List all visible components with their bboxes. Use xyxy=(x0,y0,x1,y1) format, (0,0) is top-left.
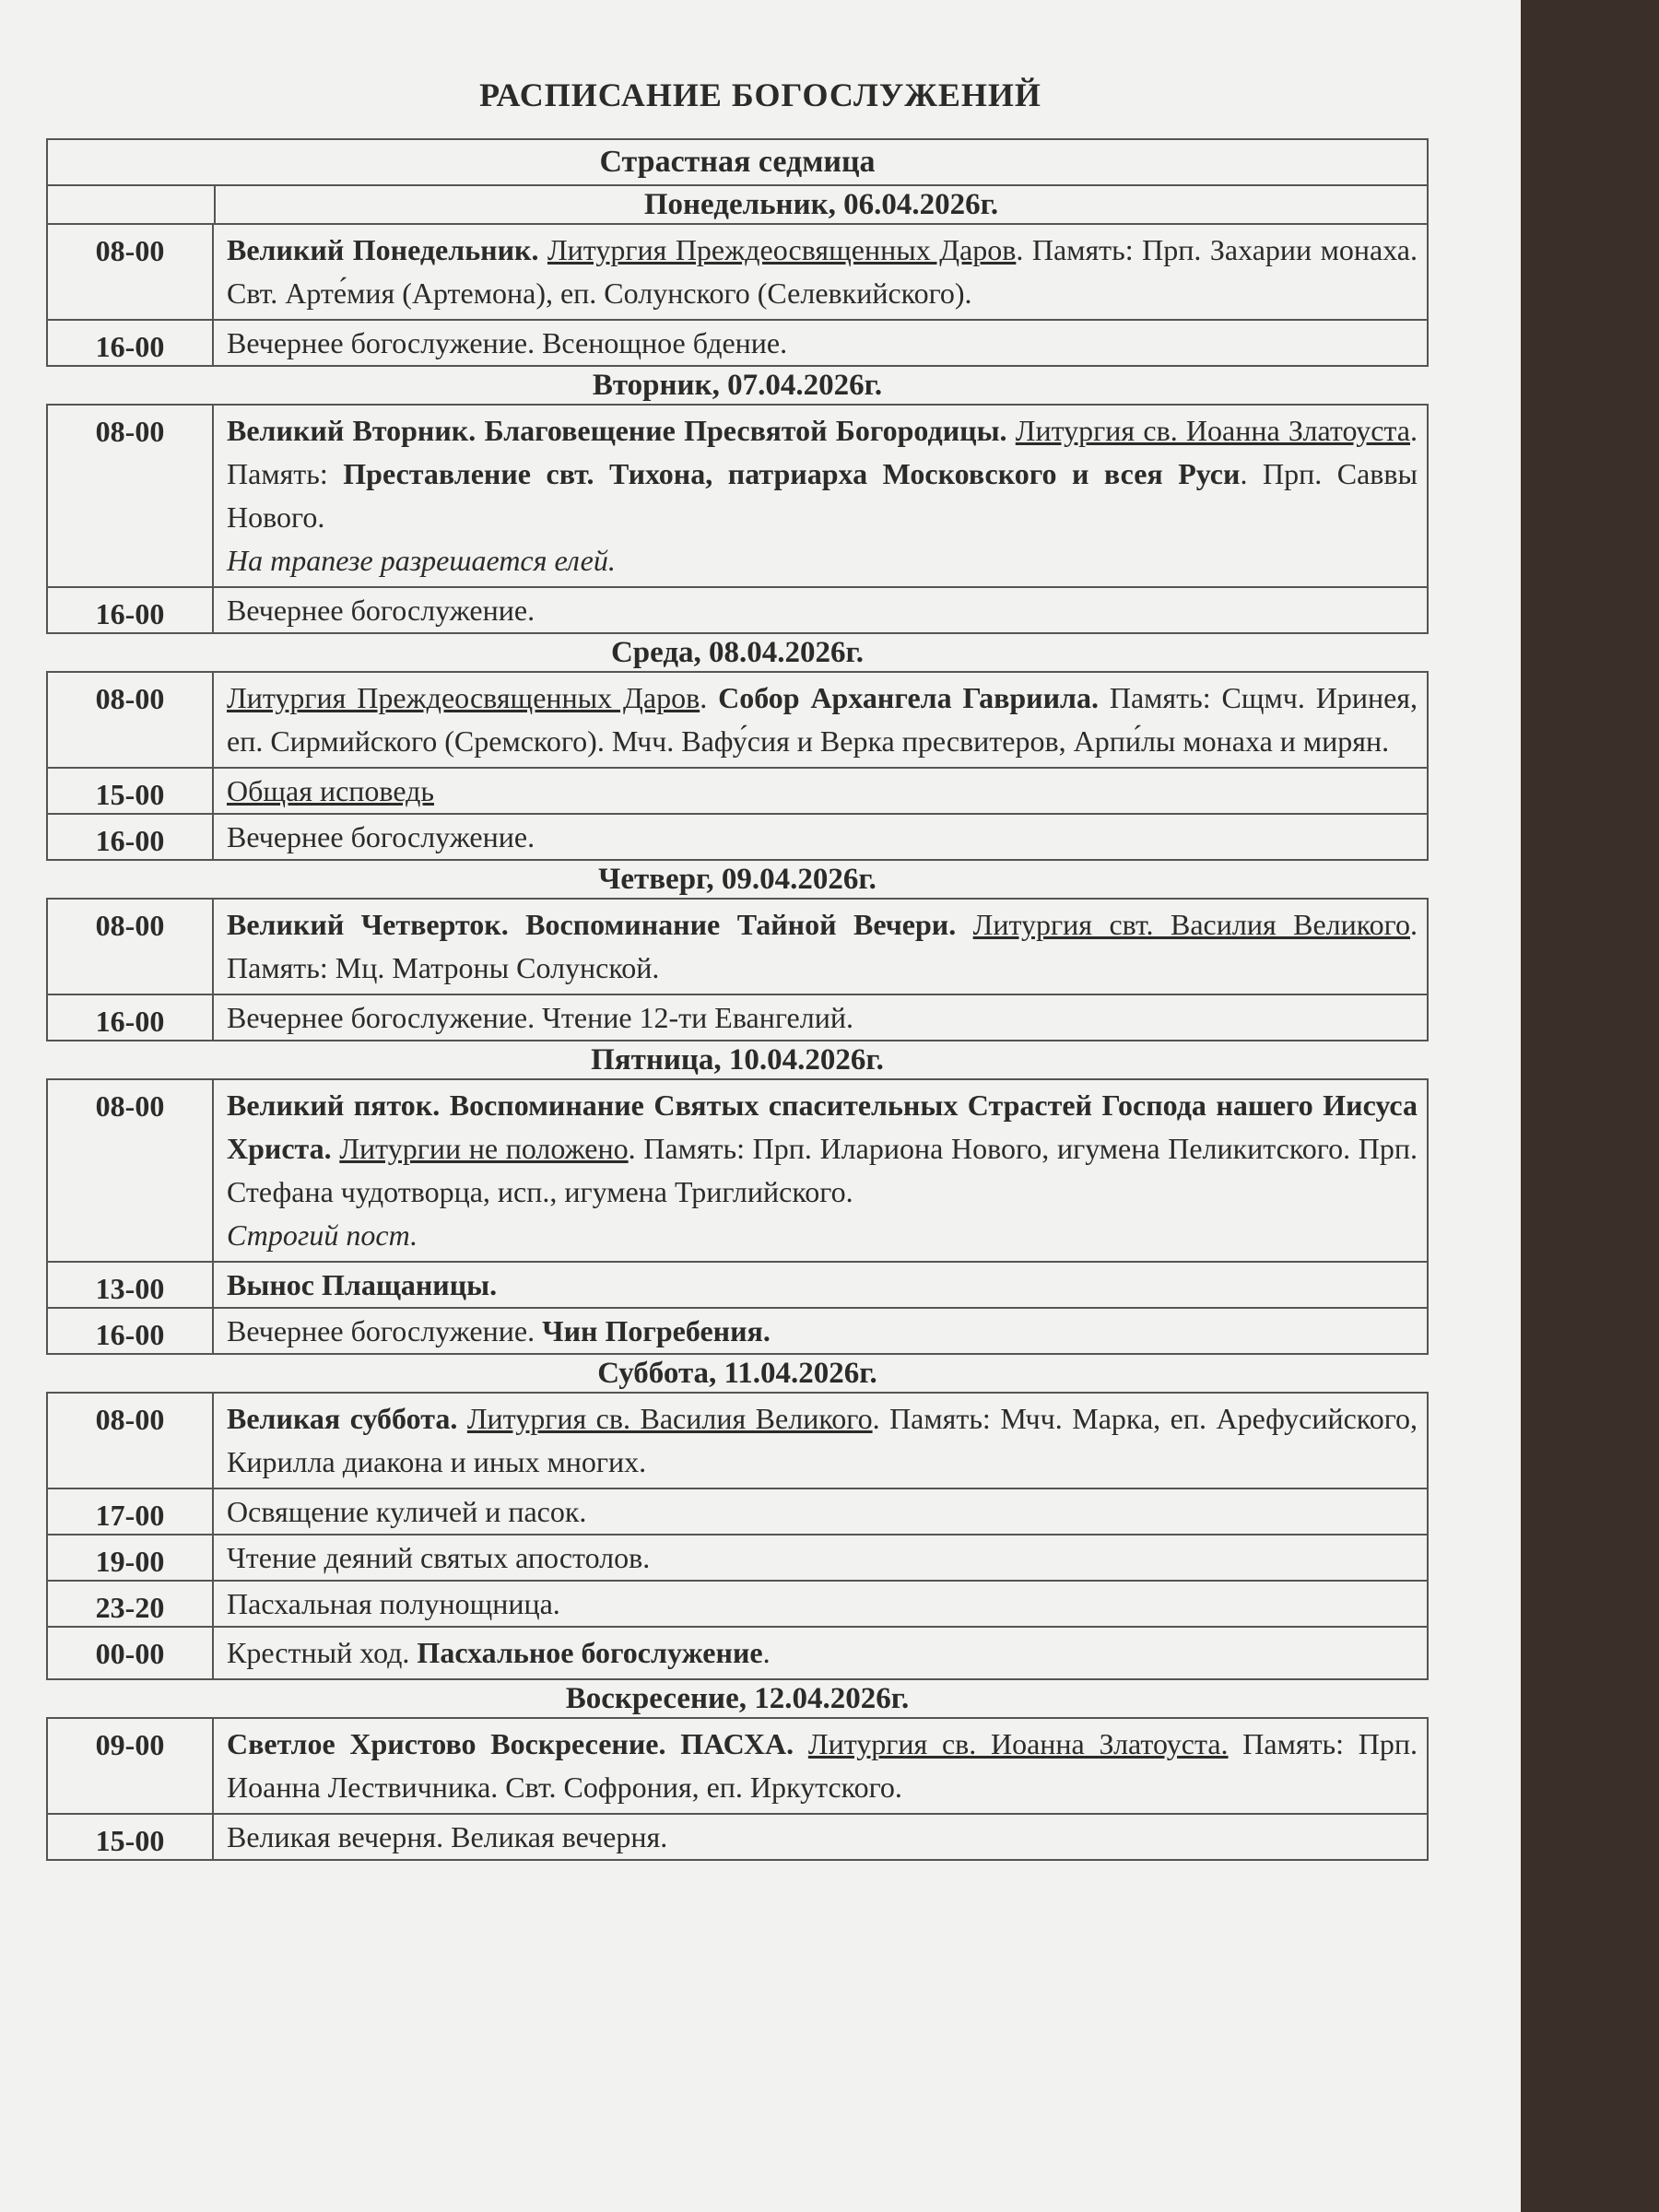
service-time: 23-20 xyxy=(48,1582,214,1626)
day-block xyxy=(46,634,1429,861)
service-text: . Память: xyxy=(227,414,1418,490)
service-time: 00-00 xyxy=(48,1628,214,1678)
service-time: 16-00 xyxy=(48,321,214,365)
service-feast-text: Преставление свт. Тихона, патриарха Московского и всея Руси xyxy=(343,457,1241,490)
service-feast-text: Великая суббота. xyxy=(227,1402,467,1435)
service-row xyxy=(48,1719,1427,1813)
day-heading-text: Понедельник, 06.04.2026г. xyxy=(643,188,999,221)
service-time: 16-00 xyxy=(48,815,214,859)
service-time: 15-00 xyxy=(48,1815,214,1859)
day-services-table xyxy=(46,1078,1429,1355)
service-feast-text: Великий Вторник. Благовещение Пресвятой Богородицы. xyxy=(227,414,1016,447)
service-time: 08-00 xyxy=(48,1080,214,1261)
day-block xyxy=(46,367,1429,634)
service-time: 08-00 xyxy=(48,406,214,586)
service-row xyxy=(48,767,1427,813)
service-description xyxy=(214,1489,1427,1534)
service-text: . Память: Прп. Илариона Нового, игумена Пеликитского. Прп. Стефана чудотворца, исп., игумена Триглийского. xyxy=(227,1132,1418,1208)
schedule-table xyxy=(46,138,1429,1861)
service-feast-text: Вынос Плащаницы. xyxy=(227,1268,498,1301)
service-feast-text: Великий Понедельник. xyxy=(227,233,547,266)
service-row xyxy=(48,319,1427,365)
service-description xyxy=(214,1080,1427,1261)
day-heading: Вторник, 07.04.2026г. xyxy=(592,369,883,402)
service-liturgy-text: Литургии не положено xyxy=(339,1132,629,1165)
service-liturgy-text: Литургия Преждеосвященных Даров xyxy=(547,233,1017,266)
service-time: 08-00 xyxy=(48,1394,214,1488)
heading-time-cell xyxy=(48,186,216,223)
service-time: 19-00 xyxy=(48,1535,214,1580)
service-time: 13-00 xyxy=(48,1263,214,1307)
service-time: 17-00 xyxy=(48,1489,214,1534)
section-heading: Страстная седмица xyxy=(46,138,1429,184)
service-feast-text: Великий Четверток. Воспоминание Тайной Вечери. xyxy=(227,908,973,941)
service-text: . Память: Мчч. Марка, еп. Арефусийского, Кирилла диакона и иных многих. xyxy=(227,1402,1418,1478)
service-description xyxy=(214,406,1427,586)
day-services-table xyxy=(46,898,1429,1041)
service-description xyxy=(214,1263,1427,1307)
service-description xyxy=(214,1582,1427,1626)
service-row xyxy=(48,994,1427,1040)
day-services-table xyxy=(46,223,1429,367)
service-row xyxy=(48,406,1427,586)
service-row xyxy=(48,673,1427,767)
service-liturgy-text: Литургия свт. Василия Великого xyxy=(972,908,1410,941)
day-block xyxy=(46,1041,1429,1355)
service-row xyxy=(48,1394,1427,1488)
service-row xyxy=(48,1261,1427,1307)
service-text: Великая вечерня. Великая вечерня. xyxy=(227,1820,668,1853)
service-row xyxy=(48,586,1427,632)
service-time: 16-00 xyxy=(48,588,214,632)
day-services-table xyxy=(46,1717,1429,1861)
service-row xyxy=(48,225,1427,319)
day-heading: Пятница, 10.04.2026г. xyxy=(591,1043,884,1077)
service-description xyxy=(214,1394,1427,1488)
service-description xyxy=(214,1719,1427,1813)
service-feast-text: Светлое Христово Воскресение. ПАСХА. xyxy=(227,1727,808,1760)
service-row xyxy=(48,1534,1427,1580)
service-liturgy-text: Общая исповедь xyxy=(227,774,434,807)
service-text: Вечернее богослужение. xyxy=(227,594,535,627)
service-feast-text: Пасхальное богослужение xyxy=(417,1636,763,1669)
service-row xyxy=(48,1813,1427,1859)
service-feast-text: Собор Архангела Гавриила. xyxy=(718,681,1099,714)
day-block xyxy=(46,861,1429,1041)
service-text: Крестный ход. xyxy=(227,1636,418,1669)
service-text: Пасхальная полунощница. xyxy=(227,1587,560,1620)
service-description xyxy=(214,1628,1427,1678)
day-heading: Суббота, 11.04.2026г. xyxy=(597,1357,877,1390)
service-time: 16-00 xyxy=(48,995,214,1040)
day-services-table xyxy=(46,671,1429,861)
day-heading: Четверг, 09.04.2026г. xyxy=(598,863,877,896)
service-text: Чтение деяний святых апостолов. xyxy=(227,1541,651,1574)
day-heading: Воскресение, 12.04.2026г. xyxy=(565,1682,910,1715)
service-text: Вечернее богослужение. Чтение 12-ти Евангелий. xyxy=(227,1001,853,1034)
service-row xyxy=(48,1580,1427,1626)
service-time: 16-00 xyxy=(48,1309,214,1353)
service-text: . xyxy=(762,1636,771,1669)
service-text: . Память: Прп. Захарии монаха. Свт. Арте́мия (Артемона), еп. Солунского (Селевкийского). xyxy=(227,233,1418,310)
service-time: 15-00 xyxy=(48,769,214,813)
service-description xyxy=(214,1815,1427,1859)
service-feast-text: Великий пяток. Воспоминание Святых спасительных Страстей Господа нашего Иисуса Христа. xyxy=(227,1088,1418,1165)
service-text: Вечернее богослужение. xyxy=(227,820,535,853)
day-heading: Среда, 08.04.2026г. xyxy=(610,636,865,669)
service-row xyxy=(48,1488,1427,1534)
service-description xyxy=(214,1309,1427,1353)
service-row xyxy=(48,1626,1427,1678)
service-text: Освящение куличей и пасок. xyxy=(227,1495,587,1528)
service-description xyxy=(214,900,1427,994)
service-description xyxy=(214,673,1427,767)
day-block xyxy=(46,184,1429,367)
service-row xyxy=(48,1307,1427,1353)
day-block xyxy=(46,1355,1429,1680)
service-time: 08-00 xyxy=(48,673,214,767)
service-liturgy-text: Литургия св. Иоанна Златоуста xyxy=(1015,414,1410,447)
service-row xyxy=(48,813,1427,859)
service-row xyxy=(48,900,1427,994)
page-title: РАСПИСАНИЕ БОГОСЛУЖЕНИЙ xyxy=(479,76,1041,113)
day-services-table xyxy=(46,1392,1429,1680)
service-note-text: Строгий пост. xyxy=(227,1218,418,1252)
service-description xyxy=(214,588,1427,632)
day-services-table xyxy=(46,404,1429,634)
service-row xyxy=(48,1080,1427,1261)
service-description xyxy=(214,815,1427,859)
day-heading xyxy=(46,184,1429,223)
service-description xyxy=(214,321,1427,365)
service-text: . xyxy=(700,681,719,714)
service-description xyxy=(214,769,1427,813)
service-text: Вечернее богослужение. xyxy=(227,1314,543,1347)
service-text: Память: Сщмч. Иринея, еп. Сирмийского (Сремского). Мчч. Вафу́сия и Верка пресвитеров, Арпи́лы монаха и мирян. xyxy=(227,681,1418,758)
service-liturgy-text: Литургия Преждеосвященных Даров xyxy=(227,681,700,714)
service-note-text: На трапезе разрешается елей. xyxy=(227,544,616,577)
service-text: Вечернее богослужение. Всенощное бдение. xyxy=(227,326,788,359)
service-time: 08-00 xyxy=(48,900,214,994)
service-feast-text: Чин Погребения. xyxy=(542,1314,771,1347)
day-block xyxy=(46,1680,1429,1861)
service-text: Память: Прп. Иоанна Лествичника. Свт. Софрония, еп. Иркутского. xyxy=(227,1727,1418,1804)
service-time: 09-00 xyxy=(48,1719,214,1813)
service-description xyxy=(214,1535,1427,1580)
service-liturgy-text: Литургия св. Иоанна Златоуста. xyxy=(807,1727,1229,1760)
service-text: . Прп. Саввы Нового. xyxy=(227,457,1418,534)
service-text: . Память: Мц. Матроны Солунской. xyxy=(227,908,1418,984)
service-time: 08-00 xyxy=(48,225,214,319)
service-liturgy-text: Литургия св. Василия Великого xyxy=(466,1402,873,1435)
service-description xyxy=(214,995,1427,1040)
service-description xyxy=(214,225,1427,319)
